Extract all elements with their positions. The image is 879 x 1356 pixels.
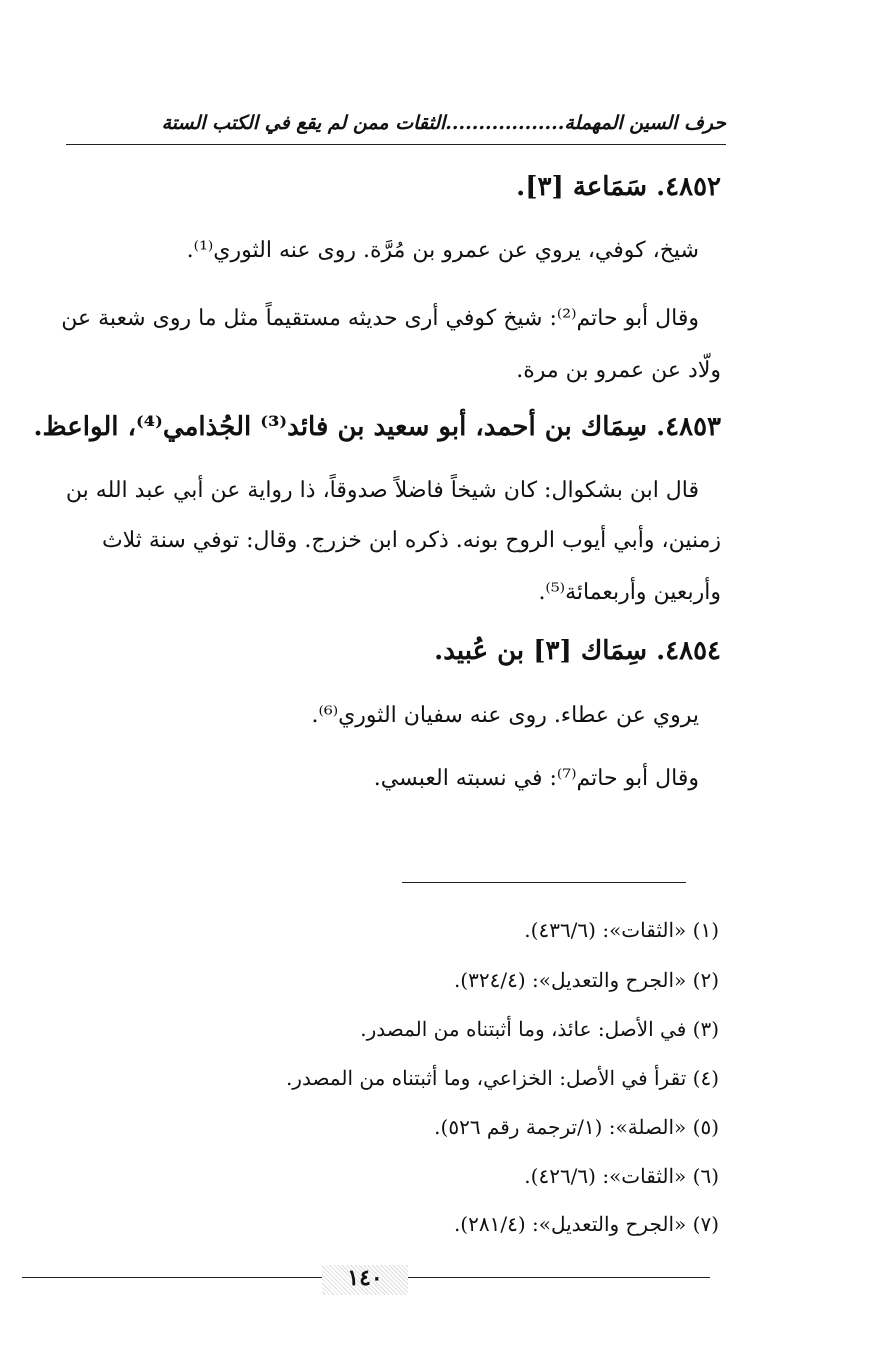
bottom-rule-right	[408, 1277, 710, 1278]
footnote: (٧) «الجرح والتعديل»: (٢٨١/٤).	[453, 1212, 719, 1236]
footnote-separator	[402, 882, 686, 883]
entry-line: وأربعين وأربعمائة⁽⁵⁾.	[538, 580, 721, 605]
entry-title-4854	[434, 636, 721, 666]
entry-number: ٤٨٥٢.	[656, 172, 721, 202]
entry-title-4852	[516, 172, 721, 202]
footnote: (٦) «الثقات»: (٤٢٦/٦).	[524, 1164, 719, 1188]
entry-number: ٤٨٥٣.	[656, 412, 721, 442]
header-dots: ..................	[445, 112, 565, 134]
header-book-title: الثقات ممن لم يقع في الكتب الستة	[161, 112, 446, 134]
entry-line: وقال أبو حاتم⁽²⁾: شيخ كوفي أرى حديثه مستقيماً مثل ما روى شعبة عن	[61, 306, 699, 331]
entry-line: يروي عن عطاء. روى عنه سفيان الثوري⁽⁶⁾.	[311, 703, 699, 728]
entry-title-4853	[33, 412, 721, 442]
footnote: (١) «الثقات»: (٤٣٦/٦).	[524, 918, 719, 942]
footnote: (٣) في الأصل: عائذ، وما أثبتناه من المصدر.	[360, 1017, 719, 1041]
page-number: ١٤٠	[322, 1265, 408, 1295]
header-chapter: حرف السين المهملة	[564, 112, 726, 134]
running-header	[66, 112, 726, 145]
entry-line: وقال أبو حاتم⁽⁷⁾: في نسبته العبسي.	[373, 766, 699, 791]
entry-line: شيخ، كوفي، يروي عن عمرو بن مُرَّة. روى عنه الثوري⁽¹⁾.	[186, 238, 699, 263]
entry-name: سَمَاعة [٣].	[516, 172, 648, 202]
bottom-rule-left	[22, 1277, 322, 1278]
footnote: (٤) تقرأ في الأصل: الخزاعي، وما أثبتناه من المصدر.	[285, 1066, 719, 1090]
footnote: (٢) «الجرح والتعديل»: (٣٢٤/٤).	[453, 968, 719, 992]
entry-name: سِمَاك بن أحمد، أبو سعيد بن فائد⁽³⁾ الجُذامي⁽⁴⁾، الواعظ.	[33, 412, 648, 442]
entry-number: ٤٨٥٤.	[656, 636, 721, 666]
footnote: (٥) «الصلة»: (١/ترجمة رقم ٥٢٦).	[434, 1115, 719, 1139]
entry-line: زمنين، وأبي أيوب الروح بونه. ذكره ابن خزرج. وقال: توفي سنة ثلاث	[101, 528, 721, 553]
entry-line: قال ابن بشكوال: كان شيخاً فاضلاً صدوقاً، ذا رواية عن أبي عبد الله بن	[65, 478, 699, 503]
entry-name: سِمَاك [٣] بن عُبيد.	[434, 636, 648, 666]
entry-line: ولّاد عن عمرو بن مرة.	[516, 358, 721, 383]
